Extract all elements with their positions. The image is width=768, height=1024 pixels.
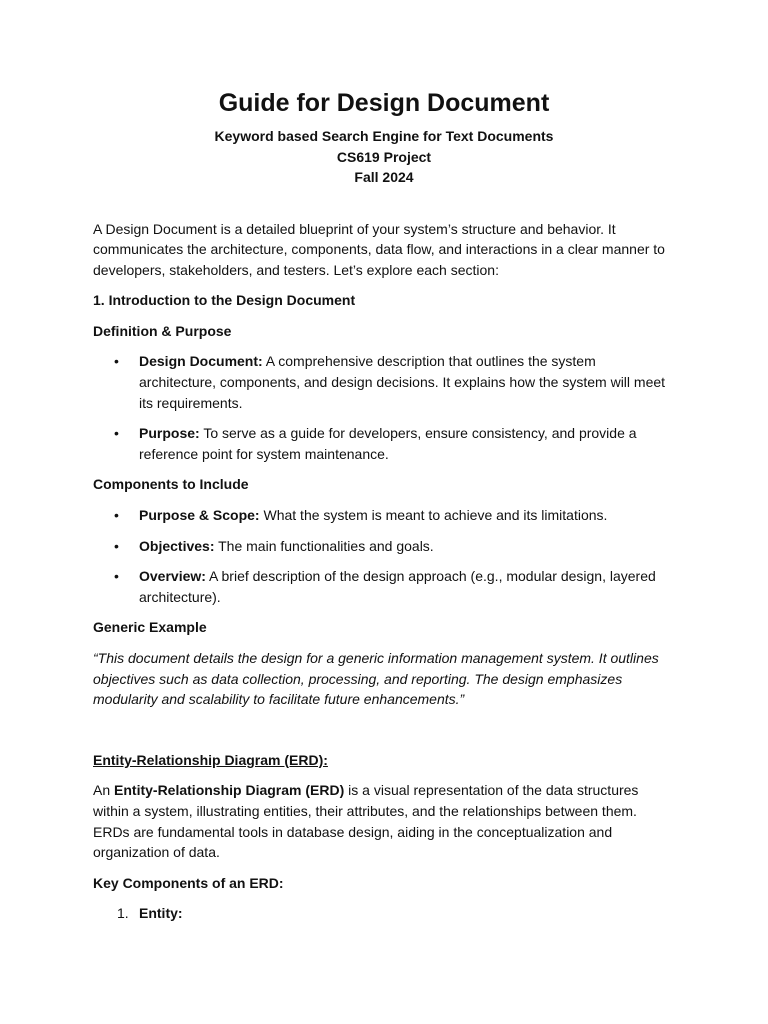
spacer <box>93 188 675 219</box>
bullet-icon: • <box>114 507 119 524</box>
list-item <box>93 423 675 464</box>
subheading-generic-example: Generic Example <box>93 619 207 636</box>
intro-paragraph: A Design Document is a detailed blueprint of your system’s structure and behavior. It communicates the architecture, components, data flow, and interactions in a clear manner to developers, stakeholders, and testers. Let’s explore each section: <box>93 220 665 278</box>
list-item <box>93 505 675 526</box>
list-item-term: Design Document: <box>139 353 263 370</box>
bullet-icon: • <box>114 353 119 370</box>
list-item-term: Objectives: <box>139 537 215 554</box>
document-title: Guide for Design Document <box>218 89 550 117</box>
list-item <box>93 903 675 924</box>
subtitle-project-name: Keyword based Search Engine for Text Documents <box>214 128 554 144</box>
bullet-icon: • <box>114 537 119 554</box>
list-item-term: Purpose: <box>139 425 200 442</box>
erd-para-rest: is a visual representation of the data structures within a system, illustrating entities, their attributes, and the relationships between them. ERDs are fundamental tools in database design, aiding in the conceptualization and organization of data. <box>93 782 639 861</box>
components-list <box>93 505 675 607</box>
erd-term: Entity-Relationship Diagram (ERD) <box>114 782 345 799</box>
list-item <box>93 566 675 607</box>
erd-components-list <box>93 903 675 924</box>
subheading-erd-components: Key Components of an ERD: <box>93 874 284 891</box>
list-item-term: Entity: <box>139 905 183 922</box>
list-item-term: Purpose & Scope: <box>139 507 260 524</box>
bullet-icon: • <box>114 425 119 442</box>
list-item-text: The main functionalities and goals. <box>214 537 434 554</box>
definition-list <box>93 351 675 464</box>
spacer <box>93 720 675 750</box>
example-paragraph: “This document details the design for a generic information management system. It outlines objectives such as data collection, processing, and reporting. The design emphasizes modularity and scalability to facilitate future enhancements.” <box>93 650 659 708</box>
list-item <box>93 351 675 413</box>
list-item-text: To serve as a guide for developers, ensure consistency, and provide a reference point for system maintenance. <box>139 425 637 462</box>
list-item <box>93 536 675 557</box>
section-heading-erd: Entity-Relationship Diagram (ERD): <box>93 751 328 768</box>
subheading-components: Components to Include <box>93 476 249 493</box>
list-item-text: A comprehensive description that outlines the system architecture, components, and design decisions. It explains how the system will meet its requirements. <box>139 353 666 411</box>
list-item-term: Overview: <box>139 568 206 585</box>
erd-paragraph <box>93 780 675 862</box>
list-item-text: What the system is meant to achieve and its limitations. <box>259 507 608 524</box>
subtitle-block <box>93 126 675 188</box>
list-item-text: A brief description of the design approach (e.g., modular design, layered architecture). <box>139 568 656 605</box>
list-number: 1. <box>117 905 129 922</box>
bullet-icon: • <box>114 568 119 585</box>
subtitle-term: Fall 2024 <box>354 169 414 185</box>
section-heading-introduction: 1. Introduction to the Design Document <box>93 292 356 309</box>
subheading-definition-purpose: Definition & Purpose <box>93 322 232 339</box>
erd-para-prefix: An <box>93 782 115 799</box>
subtitle-course: CS619 Project <box>336 148 432 165</box>
